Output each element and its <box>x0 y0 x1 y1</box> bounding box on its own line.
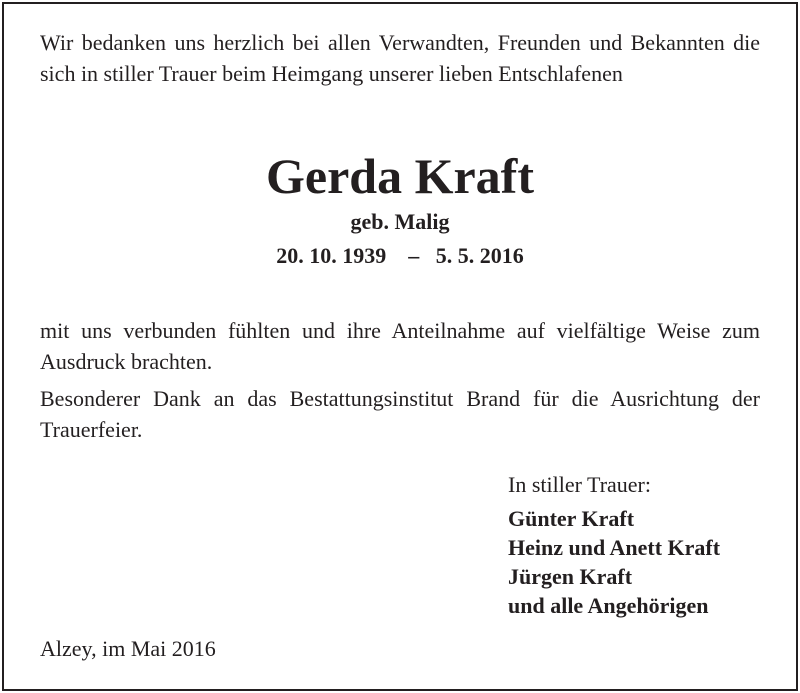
life-dates: 20. 10. 1939 – 5. 5. 2016 <box>276 243 524 268</box>
mourner-name: Günter Kraft <box>508 506 635 531</box>
deceased-name: Gerda Kraft <box>266 148 534 204</box>
maiden-name: geb. Malig <box>350 209 450 234</box>
mourner-name: und alle Angehörigen <box>508 593 709 618</box>
thanks-paragraph: Besonderer Dank an das Bestattungsinstitut Brand für die Ausrichtung der Trauerfeier. <box>40 386 760 442</box>
place-date: Alzey, im Mai 2016 <box>40 636 216 661</box>
mourners-list <box>508 504 720 620</box>
body-paragraph: mit uns verbunden fühlten und ihre Anteilnahme auf vielfältige Weise zum Ausdruck brachten. <box>40 318 760 374</box>
mourner-name: Heinz und Anett Kraft <box>508 535 721 560</box>
intro-text: Wir bedanken uns herzlich bei allen Verwandten, Freunden und Bekannten die sich in stiller Trauer beim Heimgang unserer lieben Entschlafenen <box>40 30 760 86</box>
mourner-name: Jürgen Kraft <box>508 564 633 589</box>
mourning-heading: In stiller Trauer: <box>508 472 651 497</box>
